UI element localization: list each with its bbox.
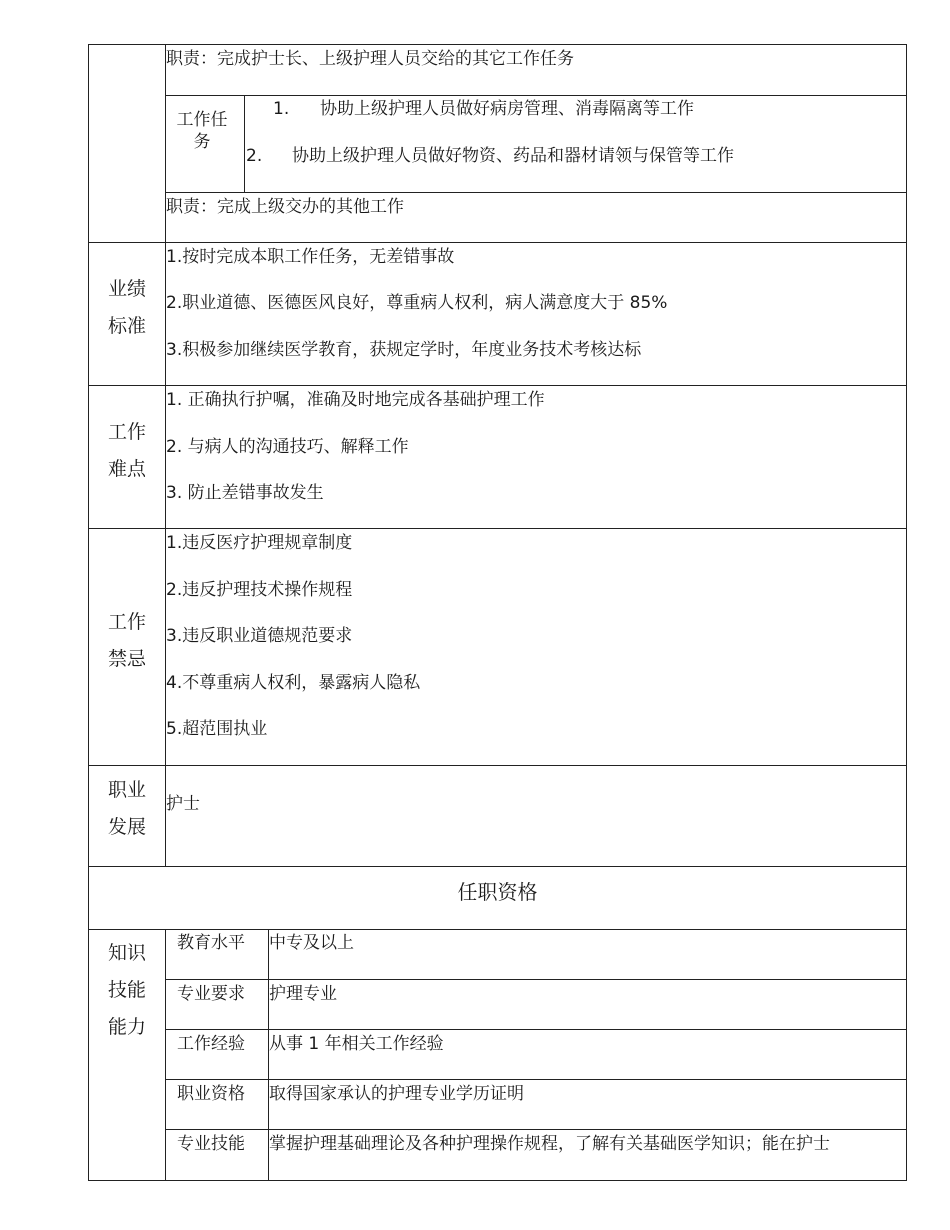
prohibitions-label-line1: 工作: [107, 611, 146, 633]
difficulty-item-2: 2. 与病人的沟通技巧、解释工作: [166, 437, 409, 457]
difficulties-label-line1: 工作: [107, 421, 146, 443]
divider-qualifications-title-top: [88, 866, 907, 867]
performance-label-line1: 业绩: [107, 278, 146, 300]
divider-duty1: [165, 95, 907, 96]
qualification-key-skills: 专业技能: [177, 1134, 245, 1154]
qualifications-section-title: 任职资格: [457, 880, 538, 904]
prohibition-item-2: 2.违反护理技术操作规程: [166, 580, 353, 600]
prohibitions-label-line2: 禁忌: [107, 648, 146, 670]
knowledge-label: [89, 935, 165, 1046]
qualification-key-major: 专业要求: [177, 984, 245, 1004]
divider-qual-row-3: [165, 1029, 907, 1030]
prohibition-item-3: 3.违反职业道德规范要求: [166, 626, 353, 646]
divider-tasks: [165, 192, 907, 193]
label-column-divider-bottom: [165, 929, 166, 1181]
qualification-key-certification: 职业资格: [177, 1084, 245, 1104]
divider-qual-row-4: [165, 1079, 907, 1080]
divider-career-top: [88, 765, 907, 766]
task-text-1: 协助上级护理人员做好病房管理、消毒隔离等工作: [320, 99, 694, 119]
difficulties-label-line2: 难点: [107, 458, 146, 480]
task-label-divider: [244, 95, 245, 192]
divider-performance-top: [88, 242, 907, 243]
qualification-value-education: 中专及以上: [269, 933, 354, 953]
qualification-value-major: 护理专业: [269, 984, 337, 1004]
difficulty-item-3: 3. 防止差错事故发生: [166, 483, 324, 503]
duty-text-1: 职责：完成护士长、上级护理人员交给的其它工作任务: [166, 49, 574, 69]
task-number-2: 2.: [246, 146, 263, 166]
task-label: [170, 109, 234, 153]
qualification-value-skills: 掌握护理基础理论及各种护理操作规程，了解有关基础医学知识；能在护士: [269, 1134, 830, 1154]
difficulties-label: [89, 414, 165, 488]
qualification-value-experience: 从事 1 年相关工作经验: [269, 1034, 444, 1054]
performance-item-1: 1.按时完成本职工作任务，无差错事故: [166, 247, 455, 267]
career-value: 护士: [166, 794, 200, 814]
task-label-text: 工作任务: [176, 110, 228, 152]
performance-item-2: 2.职业道德、医德医风良好，尊重病人权利，病人满意度大于 85%: [166, 293, 668, 313]
task-number-1: 1.: [273, 99, 290, 119]
prohibition-item-5: 5.超范围执业: [166, 719, 268, 739]
career-label-line1: 职业: [107, 779, 146, 801]
qualification-key-experience: 工作经验: [177, 1034, 245, 1054]
difficulty-item-1: 1. 正确执行护嘱，准确及时地完成各基础护理工作: [166, 390, 545, 410]
career-label-line2: 发展: [107, 816, 146, 838]
divider-prohibitions-top: [88, 528, 907, 529]
divider-qual-row-5: [165, 1129, 907, 1130]
prohibition-item-1: 1.违反医疗护理规章制度: [166, 533, 353, 553]
knowledge-label-line2: 技能: [107, 979, 146, 1001]
career-label: [89, 772, 165, 846]
knowledge-label-line1: 知识: [107, 942, 146, 964]
prohibition-item-4: 4.不尊重病人权利，暴露病人隐私: [166, 673, 421, 693]
divider-difficulties-top: [88, 385, 907, 386]
divider-qual-row-2: [165, 979, 907, 980]
performance-item-3: 3.积极参加继续医学教育，获规定学时，年度业务技术考核达标: [166, 340, 642, 360]
task-text-2: 协助上级护理人员做好物资、药品和器材请领与保管等工作: [292, 146, 734, 166]
prohibitions-label: [89, 604, 165, 678]
qualification-value-certification: 取得国家承认的护理专业学历证明: [269, 1084, 524, 1104]
duty-text-2: 职责：完成上级交办的其他工作: [166, 197, 404, 217]
performance-label-line2: 标准: [107, 315, 146, 337]
knowledge-label-line3: 能力: [107, 1016, 146, 1038]
divider-qualifications-top: [88, 929, 907, 930]
qualification-key-education: 教育水平: [177, 933, 245, 953]
performance-label: [89, 271, 165, 345]
